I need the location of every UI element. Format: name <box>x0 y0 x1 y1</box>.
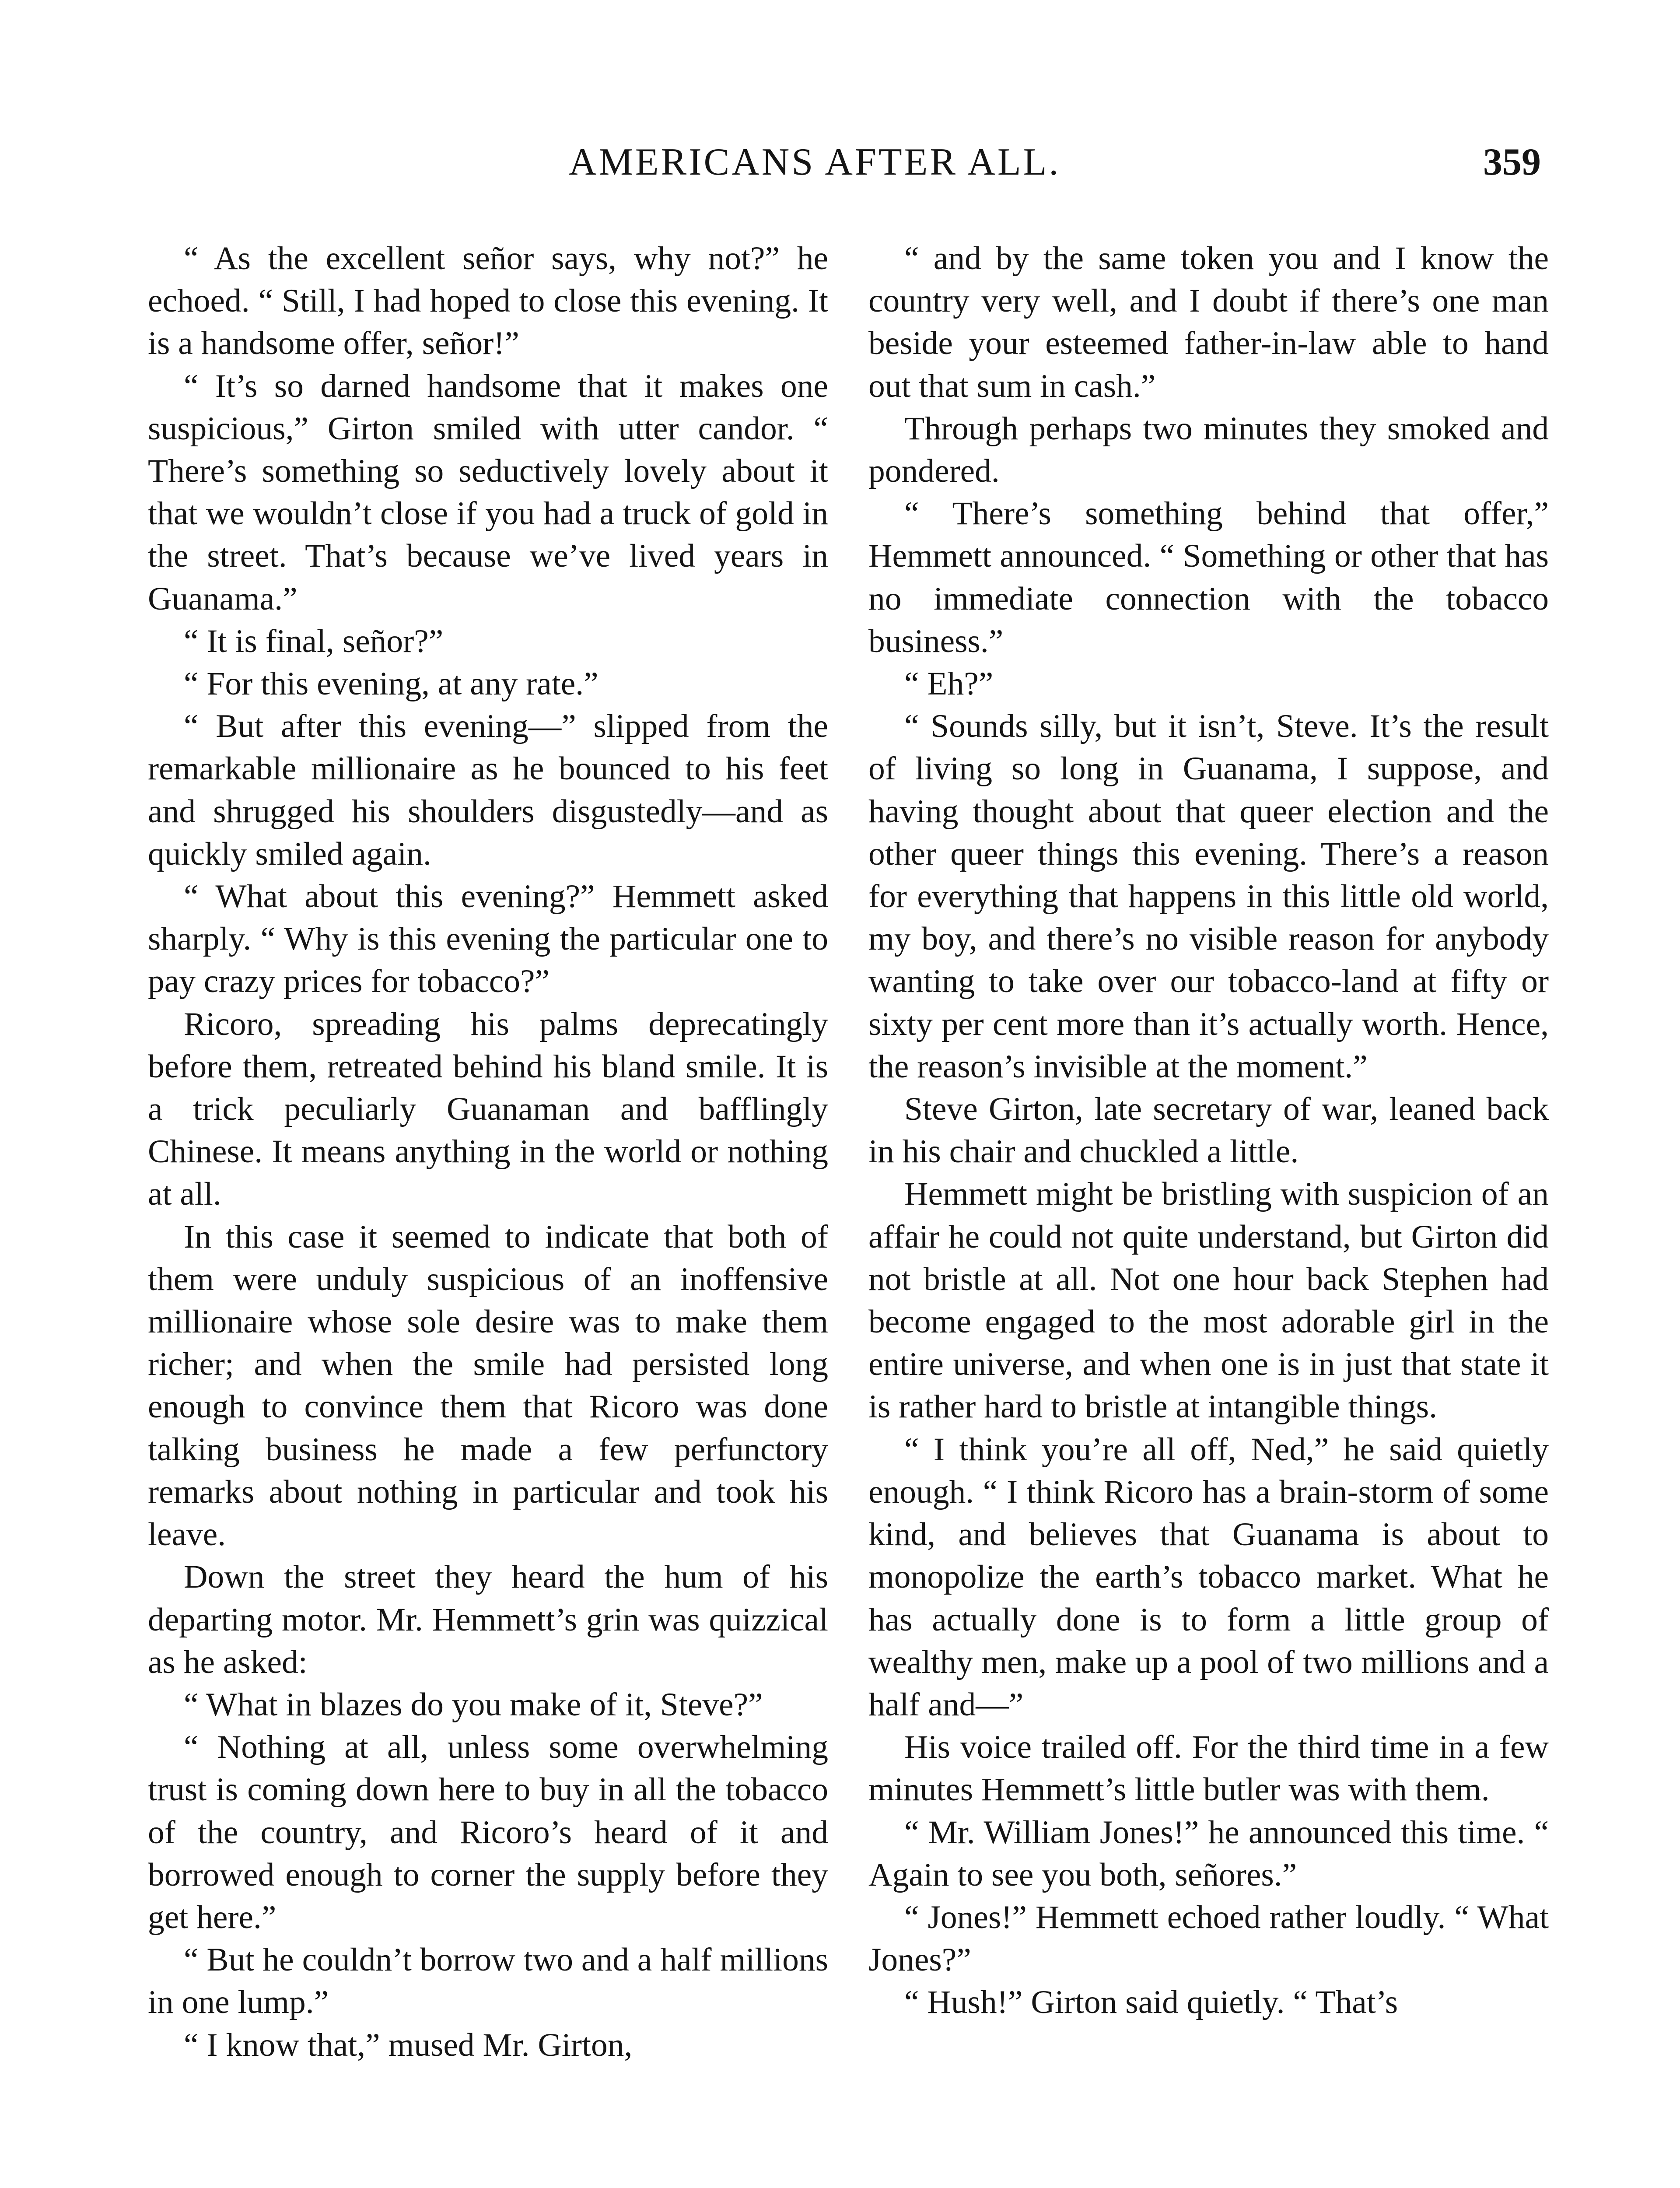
paragraph: “ Sounds silly, but it isn’t, Steve. It’s the result of living so long in Guanama, I suppose, and having thought about that queer election and the other queer things this evening. There’s a reason for everything that happens in this little old world, my boy, and there’s no visible reason for anybody wanting to take over our tobacco-land at fifty or sixty per cent more than it’s actually worth. Hence, the reason’s invisible at the moment.” <box>868 708 1549 1085</box>
paragraph: “ and by the same token you and I know the country very well, and I doubt if there’s one man beside your esteemed father-in-law able to hand out that sum in cash.” <box>868 240 1549 404</box>
page-header <box>0 140 1680 206</box>
paragraph: Down the street they heard the hum of his departing motor. Mr. Hemmett’s grin was quizzical as he asked: <box>148 1559 828 1680</box>
paragraph: “ But he couldn’t borrow two and a half millions in one lump.” <box>148 1942 828 2021</box>
left-column <box>148 237 828 2066</box>
paragraph: “ Eh?” <box>904 666 994 702</box>
paragraph: “ Nothing at all, unless some overwhelming trust is coming down here to buy in all the tobacco of the country, and Ricoro’s heard of it and borrowed enough to corner the supply before they get here.” <box>148 1729 828 1936</box>
paragraph: “ Mr. William Jones!” he announced this time. “ Again to see you both, señores.” <box>868 1814 1549 1893</box>
paragraph: “ For this evening, at any rate.” <box>184 666 598 702</box>
paragraph: “ As the excellent señor says, why not?” he echoed. “ Still, I had hoped to close this evening. It is a handsome offer, señor!” <box>148 240 828 362</box>
paragraph: Ricoro, spreading his palms deprecatingly before them, retreated behind his bland smile. It is a trick peculiarly Guanaman and bafflingly Chinese. It means anything in the world or nothing at all. <box>148 1006 828 1213</box>
paragraph: Steve Girton, late secretary of war, leaned back in his chair and chuckled a little. <box>868 1091 1549 1170</box>
paragraph: Through perhaps two minutes they smoked and pondered. <box>868 410 1549 490</box>
paragraph: “ But after this evening—” slipped from the remarkable millionaire as he bounced to his feet and shrugged his shoulders disgustedly—and as quickly smiled again. <box>148 708 828 872</box>
paragraph: “ I know that,” mused Mr. Girton, <box>184 2027 633 2063</box>
paragraph: Hemmett might be bristling with suspicion of an affair he could not quite understand, but Girton did not bristle at all. Not one hour back Stephen had become engaged to the most adorable girl in the entire universe, and when one is in just that state it is rather hard to bristle at intangible things. <box>868 1176 1549 1425</box>
running-title: AMERICANS AFTER ALL. <box>569 141 1061 183</box>
paragraph: His voice trailed off. For the third time in a few minutes Hemmett’s little butler was with them. <box>868 1729 1549 1808</box>
paragraph: “ I think you’re all off, Ned,” he said quietly enough. “ I think Ricoro has a brain-storm of some kind, and believes that Guanama is about to monopolize the earth’s tobacco market. What he has actually done is to form a little group of wealthy men, make up a pool of two millions and a half and—” <box>868 1431 1549 1723</box>
paragraph: “ It is final, señor?” <box>184 623 444 659</box>
paragraph: “ Hush!” Girton said quietly. “ That’s <box>904 1984 1398 2021</box>
paragraph: “ It’s so darned handsome that it makes one suspicious,” Girton smiled with utter candor. “ There’s something so seductively lovely about it that we wouldn’t close if you had a truck of gold in the street. That’s because we’ve lived years in Guanama.” <box>148 368 828 617</box>
paragraph: “ Jones!” Hemmett echoed rather loudly. “ What Jones?” <box>868 1899 1549 1978</box>
paragraph: “ What in blazes do you make of it, Steve?” <box>184 1686 763 1723</box>
paragraph: In this case it seemed to indicate that both of them were unduly suspicious of an inoffensive millionaire whose sole desire was to make them richer; and when the smile had persisted long enough to convince them that Ricoro was done talking business he made a few perfunctory remarks about nothing in particular and took his leave. <box>148 1218 828 1553</box>
paragraph: “ What about this evening?” Hemmett asked sharply. “ Why is this evening the particular one to pay crazy prices for tobacco?” <box>148 878 828 1000</box>
page-number: 359 <box>1483 141 1541 183</box>
right-column <box>868 237 1549 2024</box>
paragraph: “ There’s something behind that offer,” Hemmett announced. “ Something or other that has no immediate connection with the tobacco business.” <box>868 495 1549 659</box>
